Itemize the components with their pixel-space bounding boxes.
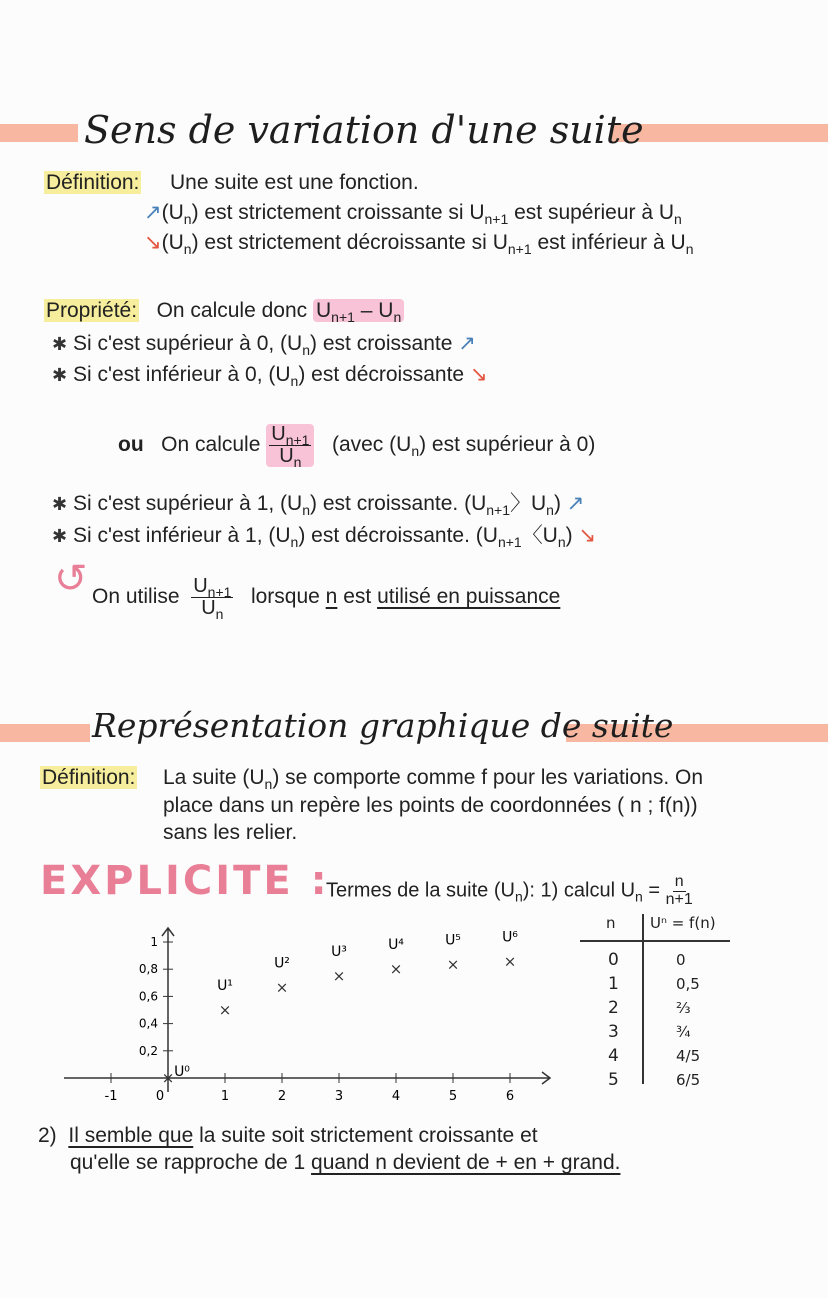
data-point-marker: × bbox=[389, 960, 403, 979]
conclusion-line1: 2) Il semble que la suite soit strictement croissante et bbox=[38, 1124, 538, 1147]
inf1-line: ✱ Si c'est inférieur à 1, $(U_n)$ est décroissante. ($U_{n+1}$〈$U_n$) ↘ bbox=[52, 524, 597, 550]
sup1-line: ✱ Si c'est supérieur à 1, $(U_n)$ est croissante. ($U_{n+1}$〉$U_n$) ↗ bbox=[52, 492, 585, 518]
data-point-label: U² bbox=[274, 955, 290, 972]
arrow-up-icon: ↗ bbox=[458, 332, 476, 355]
croissante-line: $↗(U_n)$ est strictement croissante si $U_{n+1}$ est supérieur à $U_n$ bbox=[144, 201, 682, 227]
data-point-marker: × bbox=[218, 1001, 232, 1019]
x-tick-label: 2 bbox=[277, 1089, 287, 1104]
data-point-marker: × bbox=[332, 967, 346, 985]
data-point-marker: × bbox=[161, 1069, 175, 1087]
def2-label: Définition: bbox=[42, 766, 136, 789]
conclusion-line2: qu'elle se rapproche de 1 quand n devient de + en + grand. bbox=[70, 1151, 621, 1174]
y-tick-label: 0,6 bbox=[138, 989, 158, 1004]
decroissante-line: $↘(U_n)$ est strictement décroissante si $U_{n+1}$ est inférieur à $U_n$ bbox=[144, 231, 694, 257]
title-band-left bbox=[0, 724, 90, 742]
table-cell-n: 4 bbox=[608, 1046, 619, 1066]
table-header-f: Uⁿ = f(n) bbox=[650, 914, 716, 932]
arrow-down-icon: ↘ bbox=[578, 524, 597, 547]
utilise-line: On utilise $\frac{U_{n+1}}{U_n}$ lorsque n est utilisé en puissance bbox=[92, 575, 561, 622]
table-cell-n: 0 bbox=[608, 950, 619, 970]
y-tick-label: 0,2 bbox=[138, 1043, 158, 1058]
def1-label: Définition: bbox=[46, 171, 140, 194]
table-cell-f: 6/5 bbox=[676, 1071, 701, 1089]
table-n-column bbox=[608, 948, 619, 1092]
x-tick-label: 1 bbox=[220, 1089, 230, 1104]
table-cell-f: ¾ bbox=[676, 1023, 691, 1041]
def2-line1: La suite $(U_n)$ se comporte comme f pour les variations. On bbox=[163, 766, 704, 792]
section2-title: Représentation graphique de suite bbox=[92, 706, 674, 745]
sup0-line: ✱ Si c'est supérieur à 0, $(U_n)$ est croissante ↗ bbox=[52, 332, 476, 358]
y-tick-label: 1 bbox=[150, 935, 158, 949]
title-band-right bbox=[612, 124, 828, 142]
termes-line: Termes de la suite $(U_n)$: 1) calcul $U_n$ = $\frac{n}{n+1}$ bbox=[326, 873, 693, 908]
table-f-column bbox=[676, 948, 700, 1092]
table-hline bbox=[580, 940, 730, 942]
x-tick-label: 6 bbox=[505, 1089, 515, 1104]
star-bullet-icon: ✱ bbox=[52, 334, 68, 354]
x-tick-label: 4 bbox=[391, 1089, 401, 1104]
section1-title: Sens de variation d'une suite bbox=[84, 108, 644, 152]
explicite-heading: EXPLICITE : bbox=[40, 858, 330, 904]
arrow-down-icon: ↘ bbox=[144, 231, 162, 254]
fraction: $\frac{n}{n+1}$ bbox=[665, 873, 693, 908]
data-point-label: U⁴ bbox=[388, 937, 404, 954]
star-bullet-icon: ✱ bbox=[52, 494, 68, 514]
arrow-up-icon: ↗ bbox=[144, 201, 162, 224]
propriete-line: Propriété: On calcule donc $U_{n+1} - U_n$ bbox=[44, 299, 404, 323]
table-cell-f: 4/5 bbox=[676, 1047, 701, 1065]
fraction: $\frac{U_{n+1}}{U_n}$ bbox=[266, 424, 314, 467]
ou-line: ou On calcule $\frac{U_{n+1}}{U_n}$ (avec $(U_n)$ est supérieur à 0) bbox=[118, 423, 596, 470]
def2-line3: sans les relier. bbox=[163, 821, 298, 844]
x-tick-label: 3 bbox=[334, 1089, 344, 1104]
sequence-graph bbox=[40, 914, 600, 1114]
data-point-marker: × bbox=[446, 955, 460, 974]
def2-line2: place dans un repère les points de coordonnées ( n ; f(n)) bbox=[163, 794, 698, 817]
star-bullet-icon: ✱ bbox=[52, 365, 68, 385]
data-point-label: U³ bbox=[331, 944, 347, 960]
data-point-marker: × bbox=[275, 978, 289, 997]
def1-text: Une suite est une fonction. bbox=[170, 171, 419, 194]
x-tick-label: 0 bbox=[155, 1089, 165, 1104]
data-point-label: U⁵ bbox=[445, 932, 461, 949]
table-cell-n: 3 bbox=[608, 1022, 619, 1042]
x-tick-label: -1 bbox=[104, 1089, 118, 1104]
x-tick-label: 5 bbox=[448, 1089, 458, 1104]
title-band-left bbox=[0, 124, 78, 142]
table-cell-f: 0,5 bbox=[676, 975, 700, 993]
y-tick-label: 0,4 bbox=[138, 1016, 158, 1031]
arrow-up-icon: ↗ bbox=[566, 492, 585, 515]
curved-arrow-icon: ↺ bbox=[54, 556, 88, 602]
table-cell-f: 0 bbox=[676, 951, 686, 969]
data-point-marker: × bbox=[503, 952, 517, 971]
fraction: $\frac{U_{n+1}}{U_n}$ bbox=[193, 575, 232, 622]
table-cell-n: 2 bbox=[608, 998, 619, 1018]
star-bullet-icon: ✱ bbox=[52, 526, 68, 546]
table-vline bbox=[642, 914, 644, 1084]
y-tick-label: 0,8 bbox=[138, 962, 158, 977]
table-cell-n: 1 bbox=[608, 974, 619, 994]
inf0-line: ✱ Si c'est inférieur à 0, $(U_n)$ est décroissante ↘ bbox=[52, 363, 488, 389]
table-cell-f: ⅔ bbox=[676, 999, 691, 1017]
data-point-label: U⁰ bbox=[174, 1064, 190, 1080]
table-header-n: n bbox=[606, 914, 616, 932]
table-cell-n: 5 bbox=[608, 1070, 619, 1090]
data-point-label: U⁶ bbox=[502, 929, 518, 946]
values-table bbox=[580, 914, 740, 1094]
arrow-down-icon: ↘ bbox=[469, 363, 488, 386]
data-point-label: U¹ bbox=[217, 978, 233, 994]
